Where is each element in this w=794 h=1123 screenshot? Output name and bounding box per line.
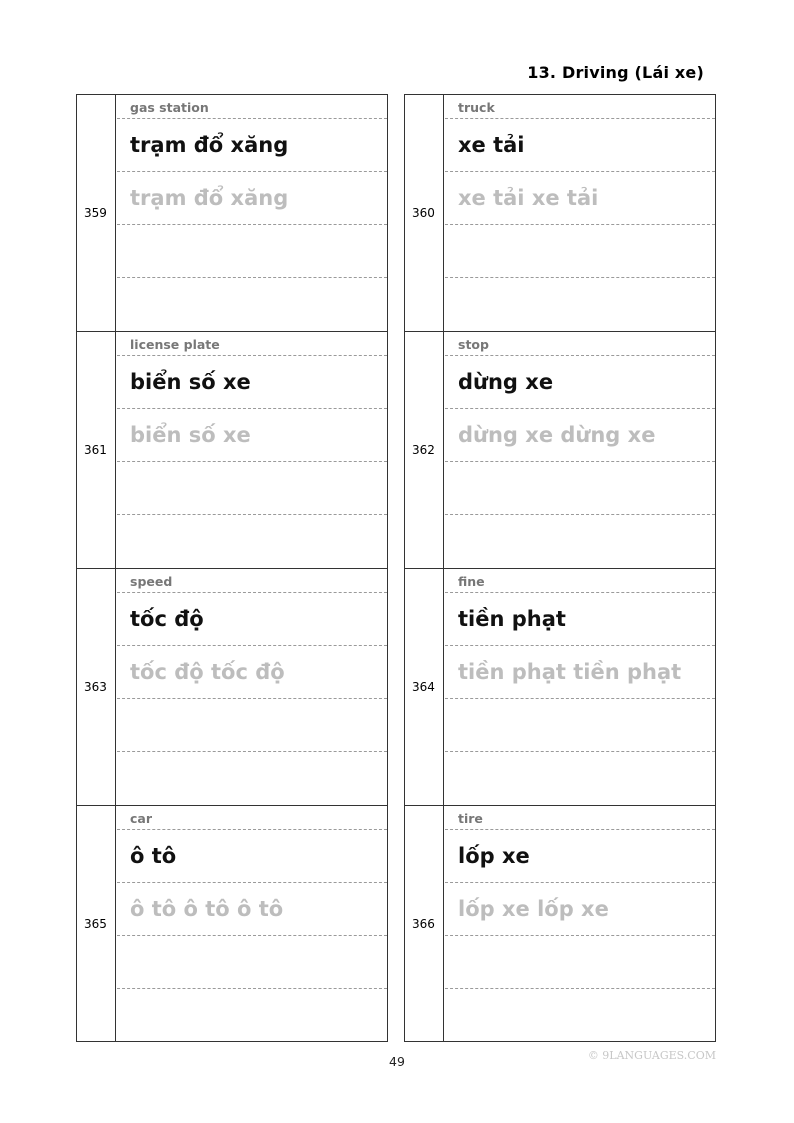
vocab-card — [404, 568, 716, 805]
vocab-card — [76, 568, 388, 805]
number-column — [405, 569, 444, 805]
vocab-card — [404, 331, 716, 568]
vietnamese-word: dừng xe — [445, 356, 715, 409]
number-column — [405, 95, 444, 331]
vocab-card — [76, 94, 388, 331]
page-number: 49 — [389, 1054, 405, 1069]
english-word: tire — [445, 806, 715, 830]
writing-line — [445, 278, 715, 331]
entry-number: 364 — [412, 680, 435, 694]
tracing-text: lốp xe lốp xe — [445, 883, 715, 936]
writing-line — [117, 699, 387, 752]
vocab-card — [76, 331, 388, 568]
number-column — [77, 806, 116, 1041]
number-column — [405, 806, 444, 1041]
english-word: license plate — [117, 332, 387, 356]
copyright-notice: © 9LANGUAGES.COM — [587, 1049, 716, 1062]
writing-line — [117, 936, 387, 989]
vocab-card — [404, 805, 716, 1042]
writing-line — [445, 462, 715, 515]
entry-number: 363 — [84, 680, 107, 694]
vietnamese-word: biển số xe — [117, 356, 387, 409]
writing-line — [117, 278, 387, 331]
section-title: 13. Driving (Lái xe) — [527, 63, 704, 82]
writing-line — [117, 989, 387, 1042]
vocab-card — [76, 805, 388, 1042]
number-column — [77, 95, 116, 331]
vietnamese-word: trạm đổ xăng — [117, 119, 387, 172]
number-column — [405, 332, 444, 568]
tracing-text: biển số xe — [117, 409, 387, 462]
writing-line — [445, 699, 715, 752]
english-word: speed — [117, 569, 387, 593]
entry-number: 361 — [84, 443, 107, 457]
vietnamese-word: lốp xe — [445, 830, 715, 883]
entry-number: 366 — [412, 917, 435, 931]
entry-number: 365 — [84, 917, 107, 931]
english-word: stop — [445, 332, 715, 356]
entry-number: 359 — [84, 206, 107, 220]
vietnamese-word: tốc độ — [117, 593, 387, 646]
writing-line — [445, 989, 715, 1042]
writing-line — [117, 462, 387, 515]
english-word: fine — [445, 569, 715, 593]
english-word: gas station — [117, 95, 387, 119]
vietnamese-word: xe tải — [445, 119, 715, 172]
writing-line — [445, 515, 715, 568]
vocab-card — [404, 94, 716, 331]
tracing-text: trạm đổ xăng — [117, 172, 387, 225]
writing-line — [117, 515, 387, 568]
english-word: truck — [445, 95, 715, 119]
tracing-text: tiền phạt tiền phạt — [445, 646, 715, 699]
writing-line — [445, 936, 715, 989]
number-column — [77, 332, 116, 568]
entry-number: 360 — [412, 206, 435, 220]
writing-line — [117, 225, 387, 278]
number-column — [77, 569, 116, 805]
english-word: car — [117, 806, 387, 830]
tracing-text: ô tô ô tô ô tô — [117, 883, 387, 936]
tracing-text: tốc độ tốc độ — [117, 646, 387, 699]
vietnamese-word: tiền phạt — [445, 593, 715, 646]
writing-line — [117, 752, 387, 805]
writing-line — [445, 752, 715, 805]
entry-number: 362 — [412, 443, 435, 457]
vietnamese-word: ô tô — [117, 830, 387, 883]
tracing-text: dừng xe dừng xe — [445, 409, 715, 462]
writing-line — [445, 225, 715, 278]
tracing-text: xe tải xe tải — [445, 172, 715, 225]
